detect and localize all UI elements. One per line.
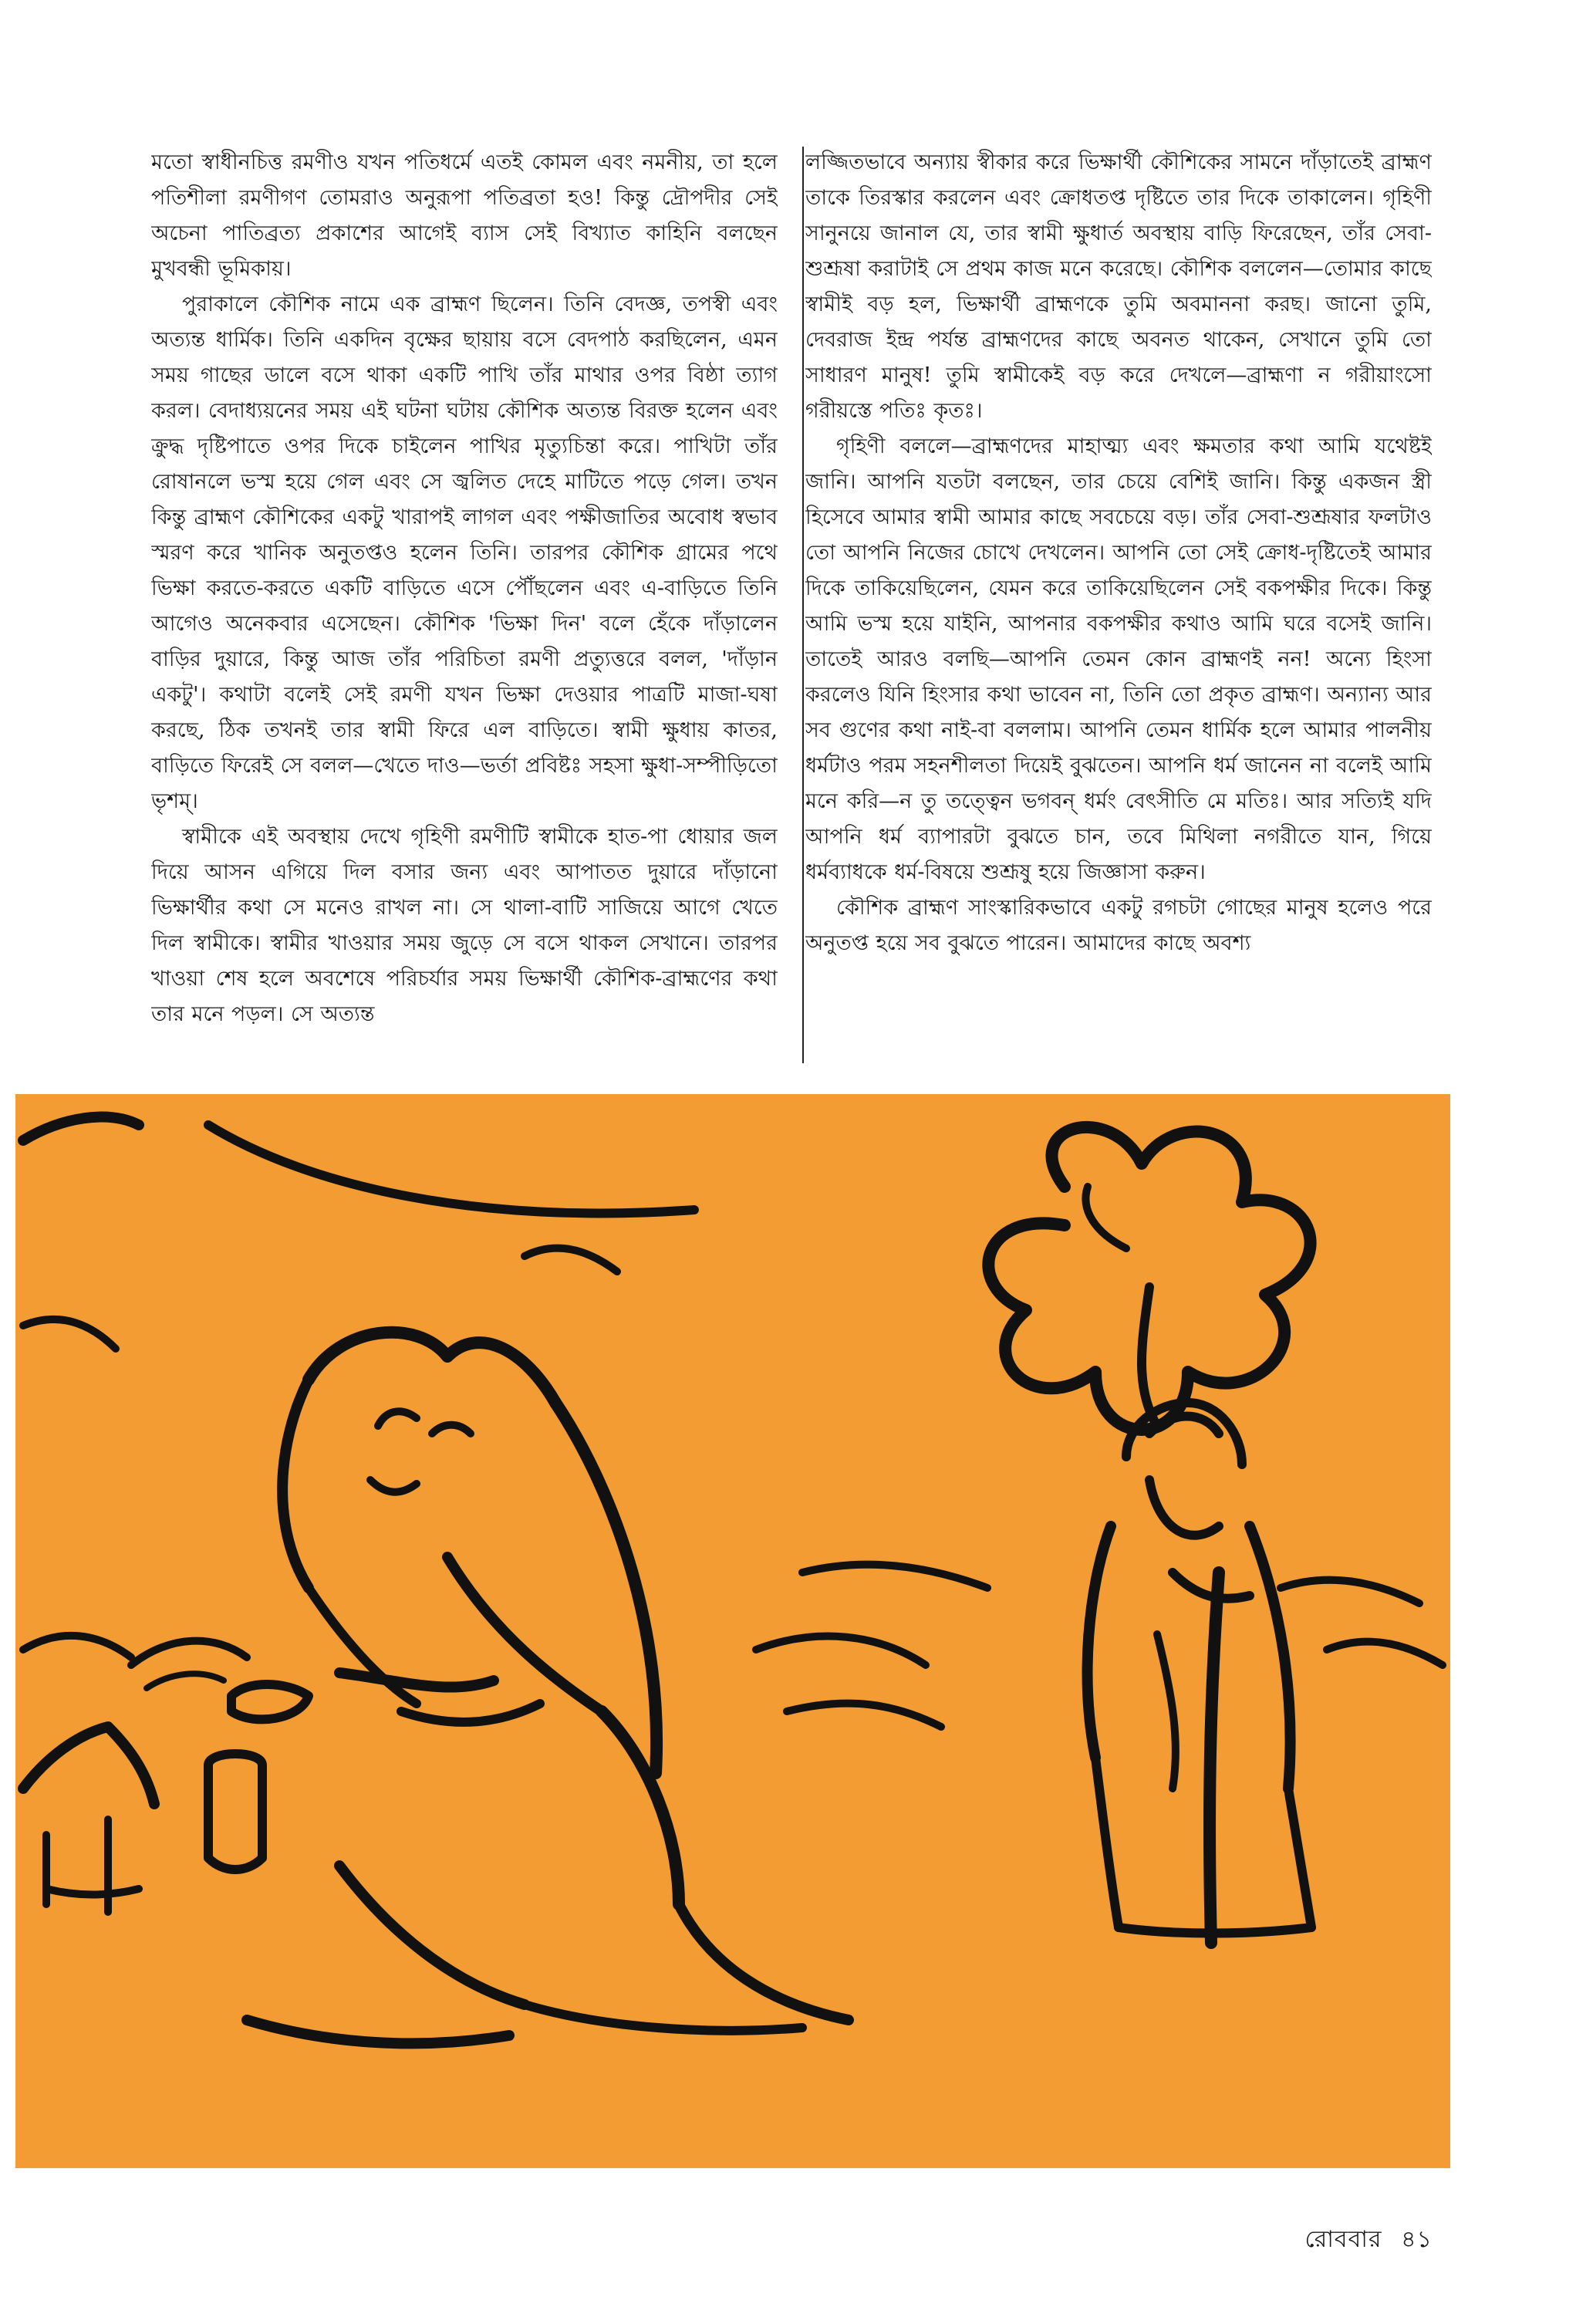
page-footer [1294, 2221, 1433, 2260]
column-divider [802, 147, 804, 1063]
paragraph: লজ্জিতভাবে অন্যায় স্বীকার করে ভিক্ষার্থী কৌশিকের সামনে দাঁড়াতেই ব্রাহ্মণ তাকে তিরস্কার করলেন এবং ক্রোধতপ্ত দৃষ্টিতে তার দিকে তাকালেন। গৃহিণী সানুনয়ে জানাল যে, তার স্বামী ক্ষুধার্ত অবস্থায় বাড়ি ফিরেছেন, তাঁর সেবা-শুশ্রূষা করাটাই সে প্রথম কাজ মনে করেছে। কৌশিক বললেন—তোমার কাছে স্বামীই বড় হল, ভিক্ষার্থী ব্রাহ্মণকে তুমি অবমাননা করছ। জানো তুমি, দেবরাজ ইন্দ্র পর্যন্ত ব্রাহ্মণদের কাছে অবনত থাকেন, সেখানে তুমি তো সাধারণ মানুষ! তুমি স্বামীকেই বড় করে দেখলে—ব্রাহ্মণা ন গরীয়াংসো গরীয়স্তে পতিঃ কৃতঃ। [805, 150, 1432, 423]
story-illustration [15, 1094, 1450, 2168]
right-column [805, 145, 1432, 1063]
paragraph: স্বামীকে এই অবস্থায় দেখে গৃহিণী রমণীটি স্বামীকে হাত-পা ধোয়ার জল দিয়ে আসন এগিয়ে দিল বসার জন্য এবং আপাতত দুয়ারে দাঁড়ানো ভিক্ষার্থীর কথা সে মনেও রাখল না। সে থালা-বাটি সাজিয়ে আগে খেতে দিল স্বামীকে। স্বামীর খাওয়ার সময় জুড়ে সে বসে থাকল সেখানে। তারপর খাওয়া শেষ হলে অবশেষে পরিচর্যার সময় ভিক্ষার্থী কৌশিক-ব্রাহ্মণের কথা তার মনে পড়ল। সে অত্যন্ত [151, 825, 778, 1026]
paragraph: মতো স্বাধীনচিত্ত রমণীও যখন পতিধর্মে এতই কোমল এবং নমনীয়, তা হলে পতিশীলা রমণীগণ তোমরাও অনুরূপা পতিব্রতা হও! কিন্তু দ্রৌপদীর সেই অচেনা পাতিব্রত্য প্রকাশের আগেই ব্যাস সেই বিখ্যাত কাহিনি বলছেন মুখবন্ধী ভূমিকায়। [151, 150, 778, 281]
paragraph: গৃহিণী বললে—ব্রাহ্মণদের মাহাত্ম্য এবং ক্ষমতার কথা আমি যথেষ্টই জানি। আপনি যতটা বলছেন, তার চেয়ে বেশিই জানি। কিন্তু একজন স্ত্রী হিসেবে আমার স্বামী আমার কাছে সবচেয়ে বড়। তাঁর সেবা-শুশ্রূষার ফলটাও তো আপনি নিজের চোখে দেখলেন। আপনি তো সেই ক্রোধ-দৃষ্টিতেই আমার দিকে তাকিয়েছিলেন, যেমন করে তাকিয়েছিলেন সেই বকপক্ষীর দিকে। কিন্তু আমি ভস্ম হয়ে যাইনি, আপনার বকপক্ষীর কথাও আমি ঘরে বসেই জানি। তাতেই আরও বলছি—আপনি তেমন কোন ব্রাহ্মণই নন! অন্যে হিংসা করলেও যিনি হিংসার কথা ভাবেন না, তিনি তো প্রকৃত ব্রাহ্মণ। অন্যান্য আর সব গুণের কথা নাই-বা বললাম। আপনি তেমন ধার্মিক হলে আমার পালনীয় ধর্মটাও পরম সহনশীলতা দিয়েই বুঝতেন। আপনি ধর্ম জানেন না বলেই আমি মনে করি—ন তু তত্ত্বেন ভগবন্ ধর্মং বেৎসীতি মে মতিঃ। আর সত্যিই যদি আপনি ধর্ম ব্যাপারটা বুঝতে চান, তবে মিথিলা নগরীতে যান, গিয়ে ধর্মব্যাধকে ধর্ম-বিষয়ে শুশ্রূষু হয়ে জিজ্ঞাসা করুন। [805, 434, 1432, 884]
paragraph: কৌশিক ব্রাহ্মণ সাংস্কারিকভাবে একটু রগচটা গোছের মানুষ হলেও পরে অনুতপ্ত হয়ে সব বুঝতে পারেন। আমাদের কাছে অবশ্য [805, 896, 1432, 955]
magazine-name: রোববার [1304, 2226, 1382, 2253]
brush-drawing [15, 1094, 1450, 2168]
paragraph: পুরাকালে কৌশিক নামে এক ব্রাহ্মণ ছিলেন। তিনি বেদজ্ঞ, তপস্বী এবং অত্যন্ত ধার্মিক। তিনি একদিন বৃক্ষের ছায়ায় বসে বেদপাঠ করছিলেন, এমন সময় গাছের ডালে বসে থাকা একটি পাখি তাঁর মাথার ওপর বিষ্ঠা ত্যাগ করল। বেদাধ্যয়নের সময় এই ঘটনা ঘটায় কৌশিক অত্যন্ত বিরক্ত হলেন এবং ক্রুদ্ধ দৃষ্টিপাতে ওপর দিকে চাইলেন পাখির মৃত্যুচিন্তা করে। পাখিটা তাঁর রোষানলে ভস্ম হয়ে গেল এবং সে জ্বলিত দেহে মাটিতে পড়ে গেল। তখন কিন্তু ব্রাহ্মণ কৌশিকের একটু খারাপই লাগল এবং পক্ষীজাতির অবোধ স্বভাব স্মরণ করে খানিক অনুতপ্তও হলেন তিনি। তারপর কৌশিক গ্রামের পথে ভিক্ষা করতে-করতে একটি বাড়িতে এসে পৌঁছলেন এবং এ-বাড়িতে তিনি আগেও অনেকবার এসেছেন। কৌশিক 'ভিক্ষা দিন' বলে হেঁকে দাঁড়ালেন বাড়ির দুয়ারে, কিন্তু আজ তাঁর পরিচিতা রমণী প্রত্যুত্তরে বলল, 'দাঁড়ান একটু'। কথাটা বলেই সেই রমণী যখন ভিক্ষা দেওয়ার পাত্রটি মাজা-ঘষা করছে, ঠিক তখনই তার স্বামী ফিরে এল বাড়িতে। স্বামী ক্ষুধায় কাতর, বাড়িতে ফিরেই সে বলল—খেতে দাও—ভর্তা প্রবিষ্টঃ সহসা ক্ষুধা-সম্পীড়িতো ভৃশম্। [151, 292, 778, 813]
page-number: ৪১ [1401, 2226, 1433, 2253]
left-column [151, 145, 778, 1063]
article-body [151, 145, 1432, 1063]
